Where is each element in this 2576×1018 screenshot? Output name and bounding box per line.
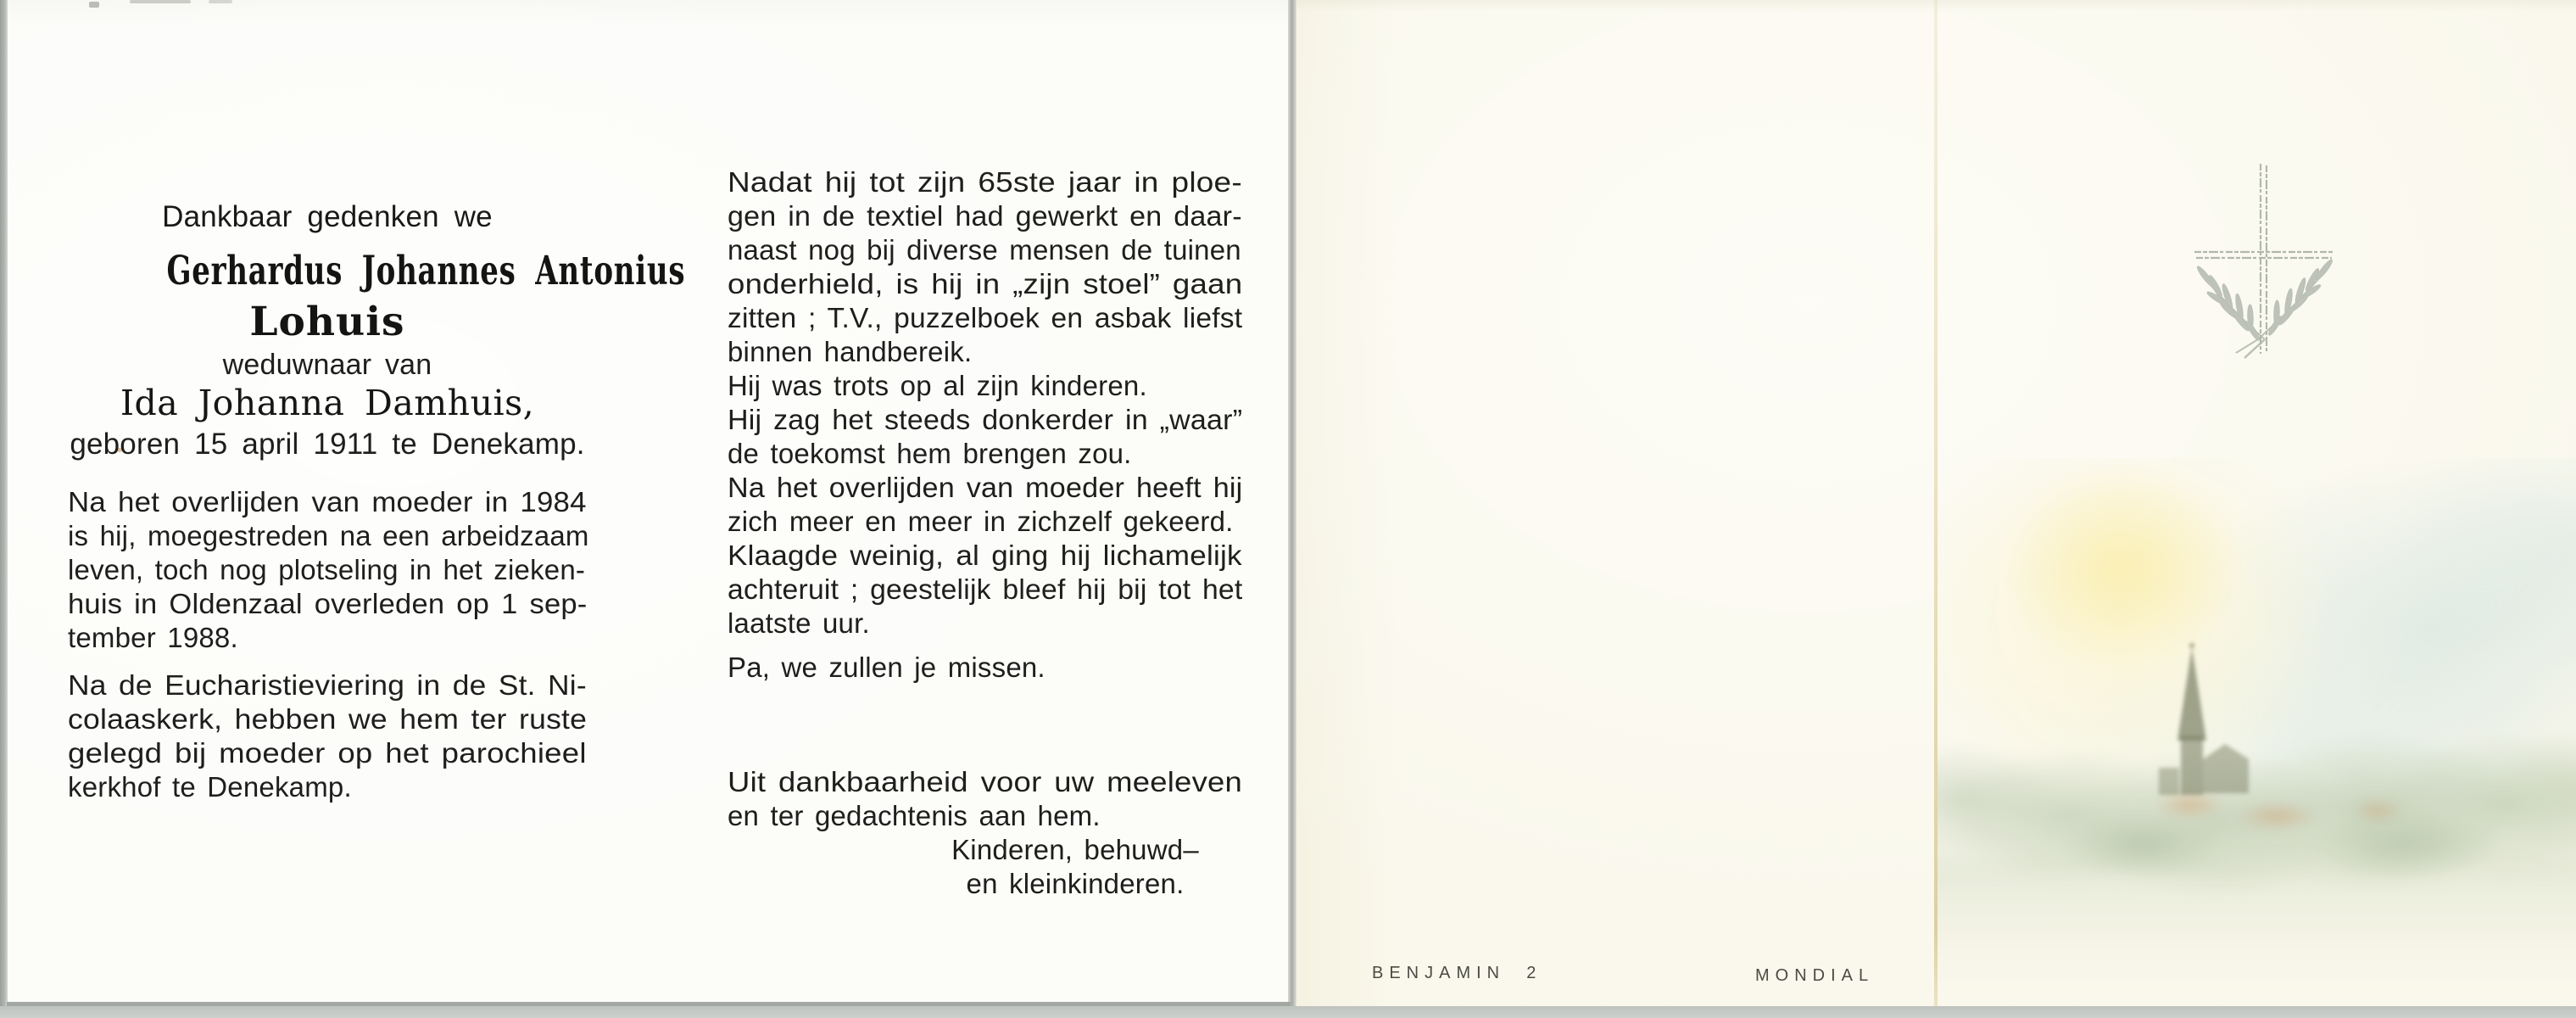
deceased-given-names: Gerhardus Johannes Antonius: [166, 248, 686, 294]
text-line-content: Na het overlijden van moeder in 1984: [68, 486, 587, 517]
church-silhouette: [2154, 640, 2281, 831]
text-line: [68, 736, 587, 770]
memorial-paragraph: [728, 369, 1242, 403]
memorial-paragraph: [728, 539, 1242, 640]
text-line: [728, 301, 1242, 335]
closing-paragraph: [728, 765, 1242, 833]
text-line: [728, 233, 1242, 267]
text-line-content: zich meer en meer in zichzelf gekeerd.: [728, 506, 1234, 537]
deceased-surname: [68, 297, 587, 348]
text-line-content: Nadat hij tot zijn 65ste jaar in ploe-: [728, 166, 1242, 198]
memorial-paragraph: [728, 471, 1242, 539]
text-line: [68, 621, 587, 655]
text-line: [68, 587, 587, 621]
text-line-content: naast nog bij diverse mensen de tuinen: [728, 234, 1241, 266]
text-line: [944, 833, 1207, 867]
spouse-name-text: Ida Johanna Damhuis,: [120, 383, 535, 423]
text-line-content: tember 1988.: [68, 622, 238, 653]
deceased-surname-text: Lohuis: [249, 299, 405, 345]
text-line: [728, 607, 1242, 640]
scan-bottom-edge: [0, 1006, 2576, 1018]
text-line-content: colaaskerk, hebben we hem ter ruste: [68, 703, 588, 735]
text-line: [728, 471, 1242, 505]
text-line-content: Hij zag het steeds donkerder in „waar”: [728, 404, 1243, 435]
printer-mark-right: MONDIAL: [1755, 966, 1875, 985]
text-line: [68, 668, 587, 702]
text-line: [728, 765, 1242, 799]
obituary-paragraph: [68, 485, 587, 655]
text-line: [68, 553, 587, 587]
text-line-content: Klaagde weinig, al ging hij lichamelijk: [728, 540, 1242, 571]
text-line: [728, 267, 1242, 301]
spouse-name: [68, 383, 587, 422]
text-line-content: leven, toch nog plotseling in het zieken-: [68, 554, 586, 585]
text-line: [728, 539, 1242, 573]
text-line: [68, 770, 587, 804]
memorial-intro: [68, 200, 587, 234]
text-line-content: gen in de textiel had gewerkt en daar-: [728, 200, 1242, 232]
village-watercolor: [1938, 458, 2576, 1001]
text-line-content: zitten ; T.V., puzzelboek en asbak liefst: [728, 302, 1243, 333]
obituary-paragraph: [68, 668, 587, 804]
text-line: [728, 651, 1242, 685]
text-line-content: Uit dankbaarheid voor uw meeleven: [728, 766, 1243, 797]
text-line: [728, 369, 1242, 403]
text-line-content: de toekomst hem brengen zou.: [728, 438, 1132, 469]
page-edge-divider: [1288, 0, 1296, 1006]
text-line: [728, 335, 1242, 369]
text-line: [944, 867, 1207, 901]
memorial-paragraph: [728, 165, 1242, 369]
text-line-content: binnen handbereik.: [728, 336, 973, 367]
text-line-content: huis in Oldenzaal overleden op 1 sep-: [68, 588, 588, 619]
text-line: [728, 573, 1242, 607]
text-line: [728, 403, 1242, 437]
relation-label: [68, 348, 587, 382]
palm-branches-icon: [2183, 239, 2353, 366]
obituary-column: [68, 0, 686, 804]
text-line-content: Hij was trots op al zijn kinderen.: [728, 370, 1147, 401]
farewell-line: [728, 651, 1242, 685]
printer-mark-left: BENJAMIN 2: [1372, 964, 1542, 982]
text-line: [728, 199, 1242, 233]
deceased-name: [68, 246, 686, 297]
text-line: [728, 505, 1242, 539]
text-line: [68, 485, 587, 519]
scan-left-edge: [0, 0, 8, 1018]
cover-page: [1296, 0, 2576, 1011]
text-line-content: en kleinkinderen.: [966, 868, 1185, 899]
palm-branches-svg: [2183, 239, 2353, 366]
text-line-content: en ter gedachtenis aan hem.: [728, 800, 1101, 831]
signature-block: [944, 833, 1207, 901]
inner-spread-page: [7, 0, 1288, 1006]
text-line-content: is hij, moegestreden na een arbeidzaam: [68, 520, 589, 551]
text-line: [728, 437, 1242, 471]
text-line: [728, 165, 1242, 199]
text-line: [728, 799, 1242, 833]
memorial-intro-text: Dankbaar gedenken we: [162, 200, 493, 233]
memorial-paragraph: [728, 403, 1242, 471]
text-line-content: Na het overlijden van moeder heeft hij: [728, 472, 1243, 503]
memorial-text-column: [728, 0, 1242, 901]
text-line: [68, 702, 587, 736]
relation-text: weduwnaar van: [222, 349, 432, 381]
text-line-content: gelegd bij moeder op het parochieel: [68, 737, 587, 769]
birth-line: [68, 428, 587, 461]
text-line-content: Na de Eucharistieviering in de St. Ni-: [68, 669, 587, 701]
text-line-content: onderhield, is hij in „zijn stoel” gaan: [728, 268, 1243, 299]
text-line: [68, 519, 587, 553]
text-line-content: laatste uur.: [728, 607, 870, 639]
text-line-content: Pa, we zullen je missen.: [728, 652, 1045, 683]
birth-line-text: geboren 15 april 1911 te Denekamp.: [70, 428, 585, 461]
text-line-content: Kinderen, behuwd–: [951, 834, 1199, 865]
text-line-content: achteruit ; geestelijk bleef hij bij tot het: [728, 573, 1243, 605]
text-line-content: kerkhof te Denekamp.: [68, 771, 352, 803]
